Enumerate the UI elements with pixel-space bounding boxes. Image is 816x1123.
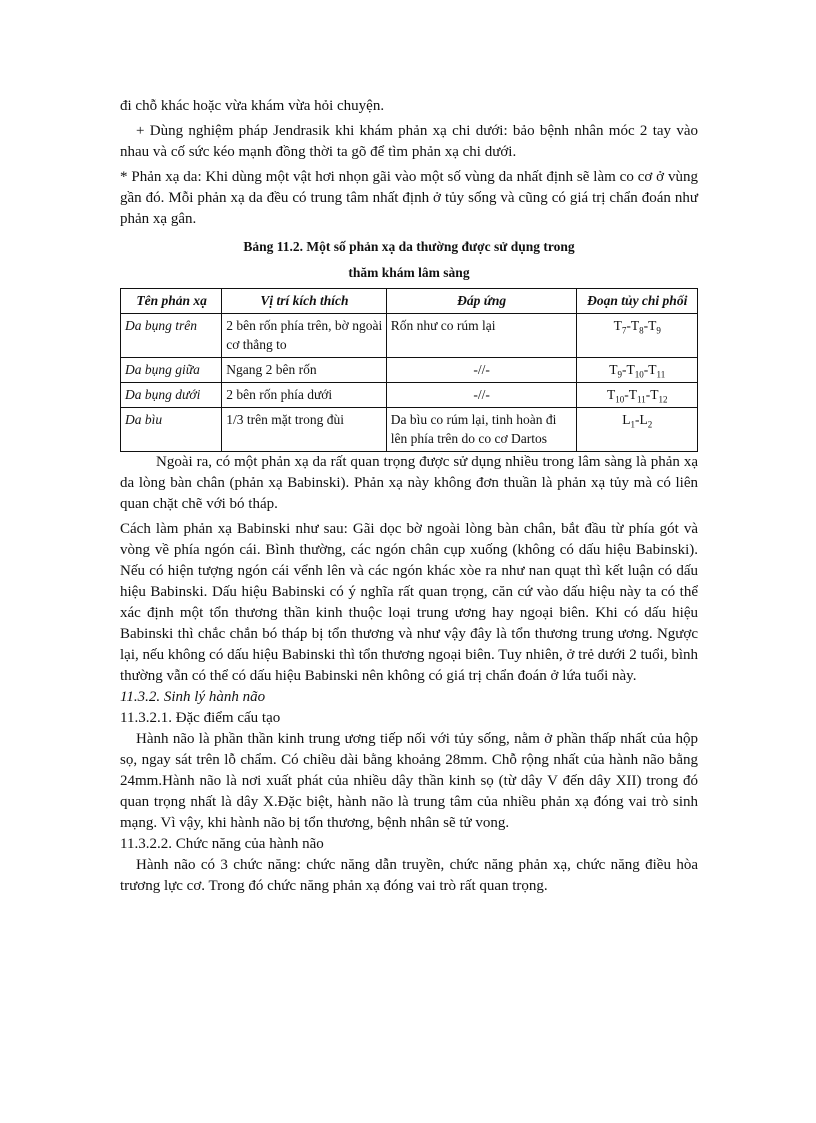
header-spinal-segment: Đoạn tủy chi phối bbox=[576, 289, 698, 314]
paragraph-jendrasik: + Dùng nghiệm pháp Jendrasik khi khám phản xạ chi dưới: bảo bệnh nhân móc 2 tay vào nhau và cố sức kéo mạnh đồng thời ta gõ để tìm phản xạ chi dưới. bbox=[120, 123, 698, 160]
stimulus-site-cell: 2 bên rốn phía trên, bờ ngoài cơ thẳng to bbox=[222, 314, 386, 358]
table-row bbox=[121, 408, 698, 452]
response-cell: Rốn như co rúm lại bbox=[386, 314, 576, 358]
reflex-name-cell: Da bụng dưới bbox=[121, 383, 222, 408]
subsection-title-structure: 11.3.2.1. Đặc điểm cấu tạo bbox=[120, 710, 281, 726]
spinal-segment-cell: $T_9-T_{10}-T_{11}$ bbox=[576, 358, 698, 383]
paragraph-babinski-intro: Ngoài ra, có một phản xạ da rất quan trọng được sử dụng nhiều trong lâm sàng là phản xạ da lòng bàn chân (phản xạ Babinski). Phản xạ này không đơn thuần là phản xạ tủy mà có liên quan chặt chẽ với bó tháp. bbox=[120, 454, 698, 512]
stimulus-site-cell: Ngang 2 bên rốn bbox=[222, 358, 386, 383]
stimulus-site-cell: 2 bên rốn phía dưới bbox=[222, 383, 386, 408]
paragraph-babinski-method: Cách làm phản xạ Babinski như sau: Gãi dọc bờ ngoài lòng bàn chân, bắt đầu từ phía gót và vòng về phía ngón cái. Bình thường, các ngón chân cụp xuống (không có dấu hiệu Babinski). Nếu có hiện tượng ngón cái vểnh lên và các ngón khác xòe ra như nan quạt thì kết luận có dấu hiệu Babinski. Dấu hiệu Babinski có ý nghĩa rất quan trọng, căn cứ vào dấu hiệu này ta có thể xác định một tổn thương thần kinh thuộc loại trung ương hay ngoại biên. Khi có dấu hiệu Babinski thì chắc chắn bó tháp bị tổn thương và như vậy đây là tổn thương trung ương. Ngược lại, nếu không có dấu hiệu Babinski thì tổn thương ngoại biên. Tuy nhiên, ở trẻ dưới 2 tuổi, bình thường vẫn có thể có dấu hiệu Babinski nên không có giá trị chẩn đoán ở lứa tuổi này. bbox=[120, 521, 698, 684]
table-row bbox=[121, 314, 698, 358]
table-caption-line2: thăm khám lâm sàng bbox=[348, 265, 470, 280]
spinal-segment-cell: $T_{10}-T_{11}-T_{12}$ bbox=[576, 383, 698, 408]
table-row bbox=[121, 358, 698, 383]
subsection-title-function: 11.3.2.2. Chức năng của hành não bbox=[120, 836, 324, 852]
table-caption-line1: Bảng 11.2. Một số phản xạ da thường được sử dụng trong bbox=[243, 239, 575, 254]
reflex-name-cell: Da bụng trên bbox=[121, 314, 222, 358]
response-cell: -//- bbox=[386, 358, 576, 383]
section-title: 11.3.2. Sinh lý hành não bbox=[120, 689, 266, 705]
paragraph-skin-reflex: * Phản xạ da: Khi dùng một vật hơi nhọn gãi vào một số vùng da nhất định sẽ làm co cơ ở vùng gần đó. Mỗi phản xạ da đều có trung tâm nhất định ở tủy sống và cũng có giá trị chẩn đoán như phản xạ gân. bbox=[120, 169, 698, 227]
header-stimulus-site: Vị trí kích thích bbox=[222, 289, 386, 314]
paragraph-function: Hành não có 3 chức năng: chức năng dẫn truyền, chức năng phản xạ, chức năng điều hòa trương lực cơ. Trong đó chức năng phản xạ đóng vai trò rất quan trọng. bbox=[120, 857, 698, 894]
response-cell: -//- bbox=[386, 383, 576, 408]
table-caption bbox=[120, 234, 698, 286]
document-page bbox=[120, 96, 698, 897]
stimulus-site-cell: 1/3 trên mặt trong đùi bbox=[222, 408, 386, 452]
header-reflex-name: Tên phản xạ bbox=[121, 289, 222, 314]
table-row bbox=[121, 383, 698, 408]
spinal-segment-cell: $L_1-L_2$ bbox=[576, 408, 698, 452]
spinal-segment-cell: $T_7-T_8-T_9$ bbox=[576, 314, 698, 358]
skin-reflex-table bbox=[120, 288, 698, 452]
header-response: Đáp ứng bbox=[386, 289, 576, 314]
reflex-name-cell: Da bụng giữa bbox=[121, 358, 222, 383]
paragraph-structure: Hành não là phần thần kinh trung ương tiếp nối với tủy sống, nằm ở phần thấp nhất của hộp sọ, ngay sát trên lỗ chẩm. Có chiều dài bằng khoảng 28mm. Chỗ rộng nhất của hành não bằng 24mm.Hành não là nơi xuất phát của nhiều dây thần kinh sọ (từ dây V đến dây XII) trong đó quan trọng nhất là dây X.Đặc biệt, hành não là trung tâm của nhiều phản xạ đóng vai trò sinh mạng. Vì vậy, khi hành não bị tổn thương, bệnh nhân sẽ tử vong. bbox=[120, 731, 698, 831]
response-cell: Da bìu co rúm lại, tinh hoàn đi lên phía trên do co cơ Dartos bbox=[386, 408, 576, 452]
paragraph-continuation: đi chỗ khác hoặc vừa khám vừa hỏi chuyện. bbox=[120, 98, 385, 114]
table-header-row bbox=[121, 289, 698, 314]
reflex-name-cell: Da bìu bbox=[121, 408, 222, 452]
